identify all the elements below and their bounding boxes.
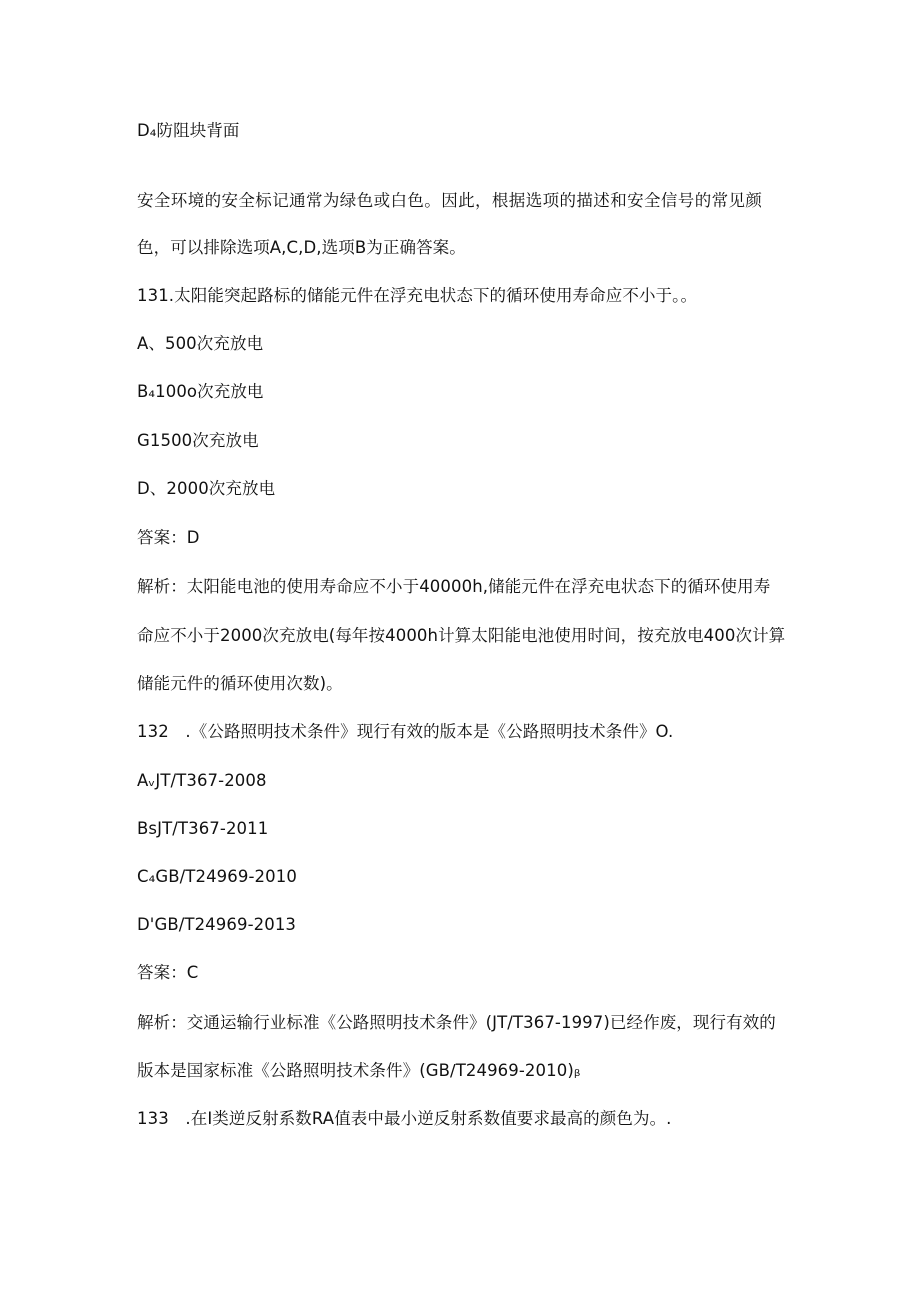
analysis-131-line-2: 命应不小于2000次充放电(每年按4000h计算太阳能电池使用时间，按充放电400次计算 xyxy=(137,626,786,645)
option-c-132: C₄GB/T24969-2010 xyxy=(137,867,297,886)
option-d-prev: D₄防阻块背面 xyxy=(137,121,240,140)
explanation-line-1: 安全环境的安全标记通常为绿色或白色。因此，根据选项的描述和安全信号的常见颜 xyxy=(137,191,763,210)
option-d-132: D'GB/T24969-2013 xyxy=(137,915,297,934)
analysis-132-line-2: 版本是国家标准《公路照明技术条件》(GB∕T24969-2010)ᵦ xyxy=(137,1061,581,1080)
analysis-131-line-3: 储能元件的循环使用次数)。 xyxy=(137,674,343,693)
option-a-131: A、500次充放电 xyxy=(137,334,264,353)
analysis-132-line-1: 解析：交通运输行业标准《公路照明技术条件》(JT/T367-1997)已经作废，现行有效的 xyxy=(137,1013,776,1032)
option-c-131: G1500次充放电 xyxy=(137,431,259,450)
option-b-131: B₄100o次充放电 xyxy=(137,382,264,401)
explanation-line-2: 色，可以排除选项A,C,D,选项B为正确答案。 xyxy=(137,238,466,257)
question-131: 131.太阳能突起路标的储能元件在浮充电状态下的循环使用寿命应不小于。。 xyxy=(137,286,698,305)
option-b-132: BsJT/T367-2011 xyxy=(137,819,269,838)
option-a-132: AᵥJT/T367-2008 xyxy=(137,771,267,790)
answer-132: 答案：C xyxy=(137,963,199,982)
analysis-131-line-1: 解析：太阳能电池的使用寿命应不小于40000h,储能元件在浮充电状态下的循环使用寿 xyxy=(137,577,771,596)
answer-131: 答案：D xyxy=(137,528,200,547)
option-d-131: D、2000次充放电 xyxy=(137,479,276,498)
question-133: 133 .在I类逆反射系数RA值表中最小逆反射系数值要求最高的颜色为。. xyxy=(137,1109,672,1128)
question-132: 132 .《公路照明技术条件》现行有效的版本是《公路照明技术条件》O. xyxy=(137,722,674,741)
